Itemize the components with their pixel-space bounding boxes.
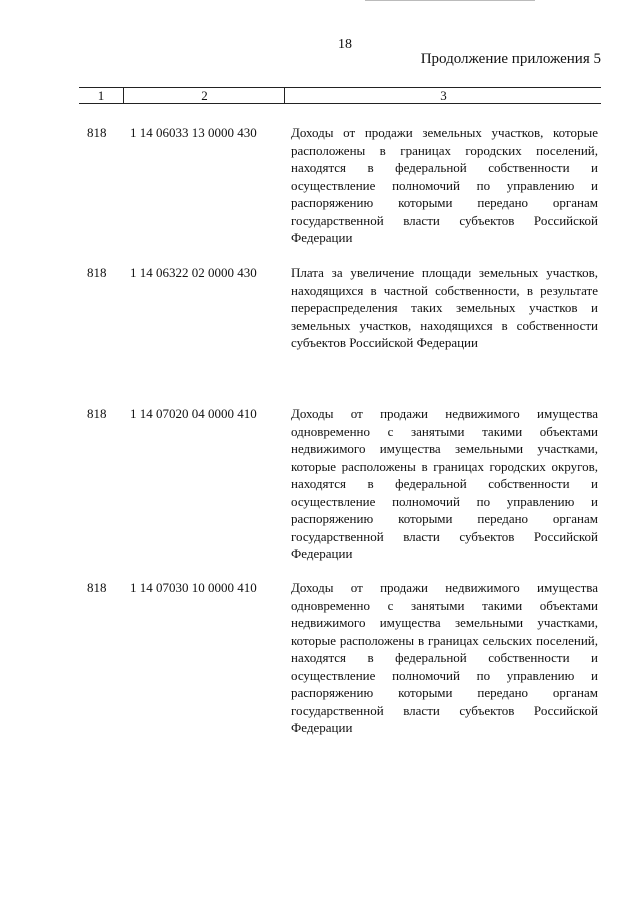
budget-code: 1 14 07020 04 0000 410 [130, 406, 257, 421]
admin-code: 818 [87, 265, 107, 280]
header-col-2: 2 [123, 88, 285, 103]
income-description: Доходы от продажи недвижимого имущества одновременно с занятыми такими объектами недвижимого имущества земельными участками, которые расположены в границах сельских поселений, находятся в федеральной собственности и осуществление полномочий по управлению и распоряжению которыми передано органам государственной власти субъектов Российской Федерации [291, 580, 598, 735]
budget-code: 1 14 06033 13 0000 430 [130, 125, 257, 140]
admin-code: 818 [87, 580, 107, 595]
admin-code: 818 [87, 406, 107, 421]
income-description: Плата за увеличение площади земельных участков, находящихся в частной собственности, в результате перераспределения таких земельных участков и земельных участков, находящихся в собственности субъектов Российской Федерации [291, 265, 598, 350]
header-col-1: 1 [97, 88, 105, 103]
header-extra-rule [488, 87, 601, 90]
budget-code: 1 14 06322 02 0000 430 [130, 265, 257, 280]
page-number: 18 [338, 37, 352, 52]
header-col-3: 3 [284, 88, 602, 103]
income-description: Доходы от продажи земельных участков, которые расположены в границах городских поселений, находятся в федеральной собственности и осуществление полномочий по управлению и распоряжению которыми передано органам государственной власти субъектов Российской Федерации [291, 125, 598, 245]
income-description: Доходы от продажи недвижимого имущества одновременно с занятыми такими объектами недвижимого имущества земельными участками, которые расположены в границах городских округов, находятся в федеральной собственности и осуществление полномочий по управлению и распоряжению которыми передано органам государственной власти субъектов Российской Федерации [291, 406, 598, 561]
top-rule [365, 0, 535, 1]
budget-code: 1 14 07030 10 0000 410 [130, 580, 257, 595]
admin-code: 818 [87, 125, 107, 140]
appendix-continuation-note: Продолжение приложения 5 [420, 51, 601, 67]
